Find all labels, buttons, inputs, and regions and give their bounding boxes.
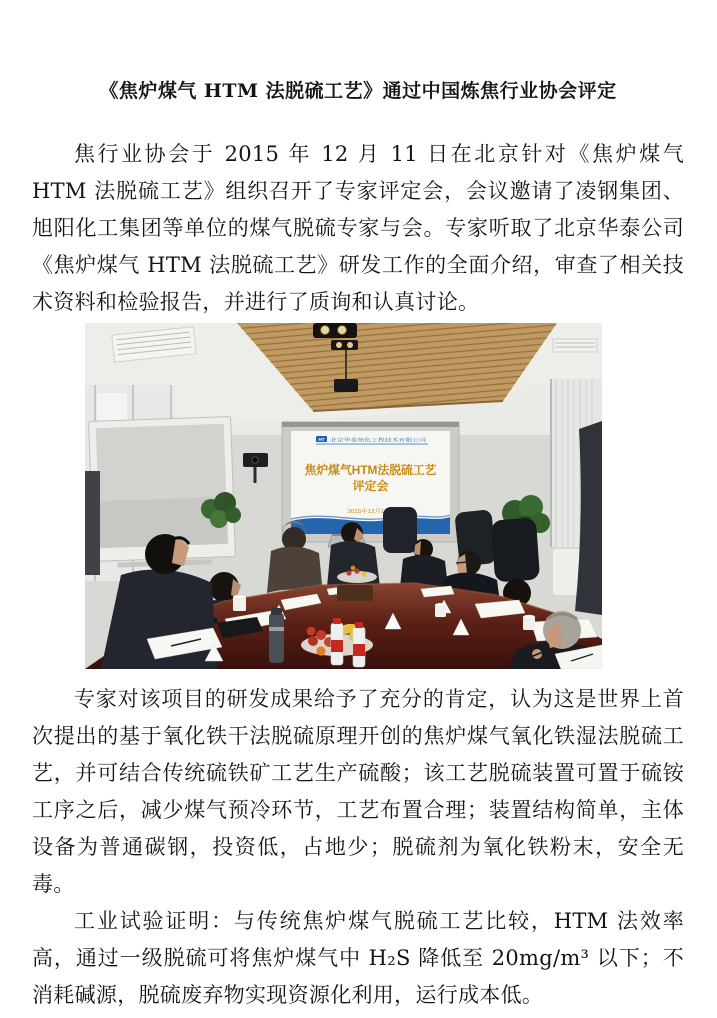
- slide-title-line2: 评定会: [352, 479, 389, 493]
- meeting-photo: [85, 323, 602, 669]
- tissue-box: [337, 585, 373, 601]
- ceiling-vent-right: [553, 339, 597, 352]
- wall-display: [85, 471, 100, 575]
- projection-screen: [282, 422, 459, 542]
- slide-header-rule: [316, 444, 428, 445]
- slide-logo: HT: [318, 436, 325, 442]
- paragraph-3: 工业试验证明：与传统焦炉煤气脱硫工艺比较，HTM 法效率高，通过一级脱硫可将焦炉煤气中 H₂S 降低至 20mg/m³ 以下；不消耗碱源，脱硫废弃物实现资源化利用，运行成本低。: [32, 909, 684, 1007]
- paragraph-2: 专家对该项目的研发成果给予了充分的肯定，认为这是世界上首次提出的基于氧化铁干法脱硫原理开创的焦炉煤气氧化铁湿法脱硫工艺，并可结合传统硫铁矿工艺生产硫酸；该工艺脱硫装置可置于硫铵工序之后，减少煤气预冷环节，工艺布置合理；装置结构简单，主体设备为普通碳钢，投资低，占地少；脱硫剂为氧化铁粉末，安全无毒。: [32, 687, 684, 896]
- paragraph-1: 焦行业协会于 2015 年 12 月 11 日在北京针对《焦炉煤气 HTM 法脱硫工艺》组织召开了专家评定会，会议邀请了凌钢集团、旭阳化工集团等单位的煤气脱硫专家与会。专家听取了北京华泰公司《焦炉煤气 HTM 法脱硫工艺》研发工作的全面介绍，审查了相关技术资料和检验报告，并进行了质询和认真讨论。: [32, 142, 684, 314]
- meeting-photo-scene: [85, 323, 602, 669]
- slide-header-text: 北京华泰焦化工程技术有限公司: [330, 437, 392, 443]
- slide-date: 2015年12月11日: [347, 509, 389, 515]
- thermos: [269, 608, 284, 663]
- document-title: 《焦炉煤气 HTM 法脱硫工艺》通过中国炼焦行业协会评定: [99, 80, 617, 102]
- slide-title-line1: 焦炉煤气HTM法脱硫工艺: [304, 463, 439, 477]
